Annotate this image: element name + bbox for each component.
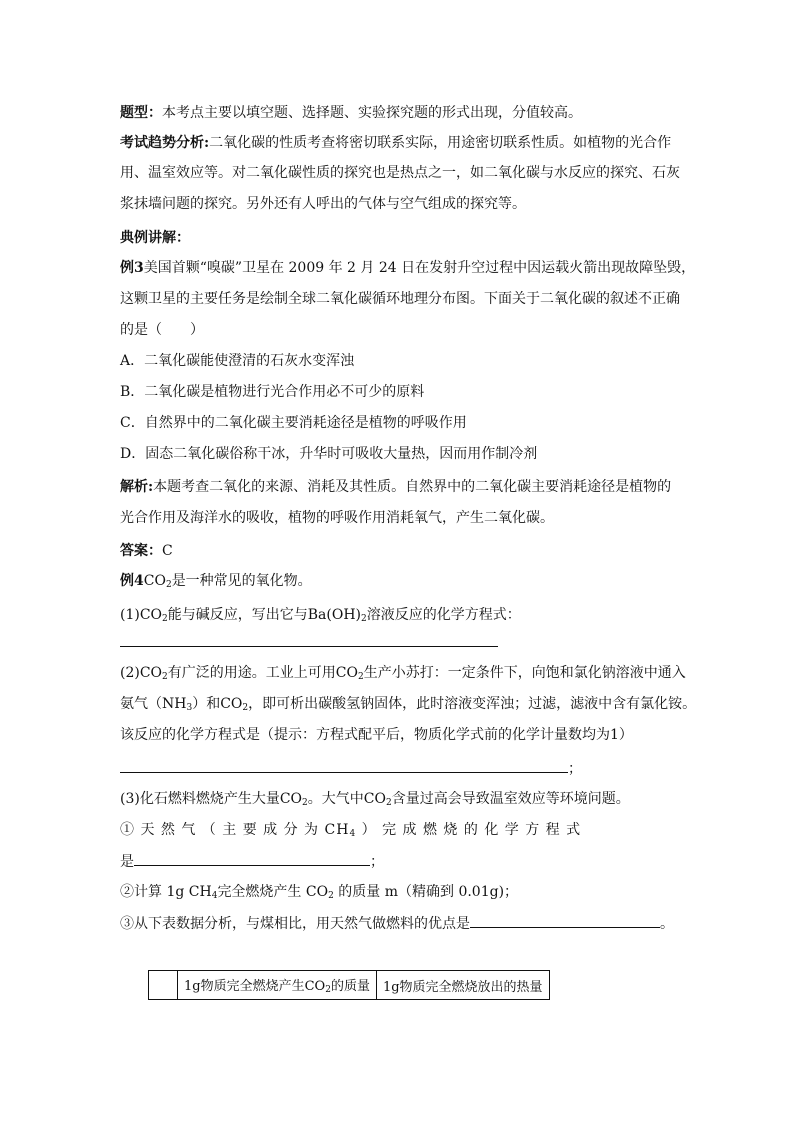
example4-label: 例4 bbox=[120, 573, 144, 589]
example3-line-1: 例3美国首颗“嗅碳”卫星在 2009 年 2 月 24 日在发射升空过程中因运载火箭出现故障坠毁， bbox=[120, 260, 696, 276]
example3-line-3: 的是（ ） bbox=[120, 322, 204, 338]
answer-blank-q3-1[interactable] bbox=[134, 851, 370, 866]
answer-value: C bbox=[162, 543, 173, 559]
combustion-data-table bbox=[148, 970, 550, 1000]
question-3-line-1: (3)化石燃料燃烧产生大量$CO_2$。大气中$CO_2$含量过高会导致温室效应等环境问题。 bbox=[120, 791, 630, 808]
answer-blank-q1[interactable] bbox=[120, 646, 498, 647]
table-header-row bbox=[149, 971, 550, 1000]
question-1: $(1)CO_2$能与碱反应，写出它与$Ba(OH)_2$溶液反应的化学方程式： bbox=[120, 607, 521, 624]
question-3-1-line-2: 是 ； bbox=[120, 851, 384, 872]
question-3-3: ③从下表数据分析，与煤相比，用天然气做燃料的优点是 。 bbox=[120, 913, 674, 934]
answer-label: 答案： bbox=[120, 543, 162, 559]
question-2-line-2: 氨气$(NH_3)$和$CO_2$，即可析出碳酸氢钠固体，此时溶液变浑浊；过滤，滤液中含有氯化铵。 bbox=[120, 696, 697, 713]
option-d: D．固态二氧化碳俗称干冰，升华时可吸收大量热，因而用作制冷剂 bbox=[120, 446, 538, 462]
answer-blank-q2-line: ； bbox=[120, 758, 582, 779]
question-3-1-line-1: ① 天 然 气 （ 主 要 成 分 为 $CH_4$ ） 完 成 燃 烧 的 化 学 方 程 式 bbox=[120, 822, 582, 839]
question-2-line-3: 该反应的化学方程式是（提示：方程式配平后，物质化学式前的化学计量数均为1） bbox=[120, 727, 633, 743]
table-header-heat: 1g物质完全燃烧放出的热量 bbox=[376, 971, 549, 1000]
trend-line-3: 浆抹墙问题的探究。另外还有人呼出的气体与空气组成的探究等。 bbox=[120, 196, 526, 212]
question-2-line-1: $(2)CO_2$有广泛的用途。工业上可用$CO_2$生产小苏打：一定条件下，向饱和氯化钠溶液中通入 bbox=[120, 665, 686, 682]
option-c: C．自然界中的二氧化碳主要消耗途径是植物的呼吸作用 bbox=[120, 415, 467, 431]
question-type-text: 本考点主要以填空题、选择题、实验探究题的形式出现，分值较高。 bbox=[162, 105, 582, 121]
example3-label: 例3 bbox=[120, 260, 144, 276]
option-a: A．二氧化碳能使澄清的石灰水变浑浊 bbox=[120, 353, 355, 369]
examples-heading: 典例讲解： bbox=[120, 230, 190, 246]
table-header-co2-mass: 1g物质完全燃烧产生$CO_2$的质量 bbox=[178, 971, 377, 1000]
analysis-line-1: 解析:本题考查二氧化的来源、消耗及其性质。自然界中的二氧化碳主要消耗途径是植物的 bbox=[120, 479, 672, 495]
option-b: B．二氧化碳是植物进行光合作用必不可少的原料 bbox=[120, 384, 425, 400]
example4-intro: 例$4CO_2$是一种常见的氧化物。 bbox=[120, 573, 312, 590]
question-type-line bbox=[120, 103, 582, 123]
example3-line-2: 这颗卫星的主要任务是绘制全球二氧化碳循环地理分布图。下面关于二氧化碳的叙述不正确 bbox=[120, 291, 680, 307]
analysis-label: 解析: bbox=[120, 479, 154, 495]
question-type-label: 题型： bbox=[120, 105, 162, 121]
question-3-2: ②计算 1g $CH_4$完全燃烧产生 $CO_2$ 的质量 m（精确到 0.01g)； bbox=[120, 884, 519, 901]
table-header-empty bbox=[149, 971, 178, 1000]
trend-label: 考试趋势分析: bbox=[120, 135, 210, 151]
analysis-line-2: 光合作用及海洋水的吸收，植物的呼吸作用消耗氧气，产生二氧化碳。 bbox=[120, 510, 554, 526]
answer-blank-q2[interactable] bbox=[120, 758, 568, 773]
trend-line-2: 用、温室效应等。对二氧化碳性质的探究也是热点之一，如二氧化碳与水反应的探究、石灰 bbox=[120, 165, 680, 181]
answer-blank-q3-3[interactable] bbox=[470, 913, 660, 928]
trend-line-1: 考试趋势分析:二氧化碳的性质考查将密切联系实际，用途密切联系性质。如植物的光合作 bbox=[120, 135, 672, 151]
answer-line bbox=[120, 541, 173, 561]
